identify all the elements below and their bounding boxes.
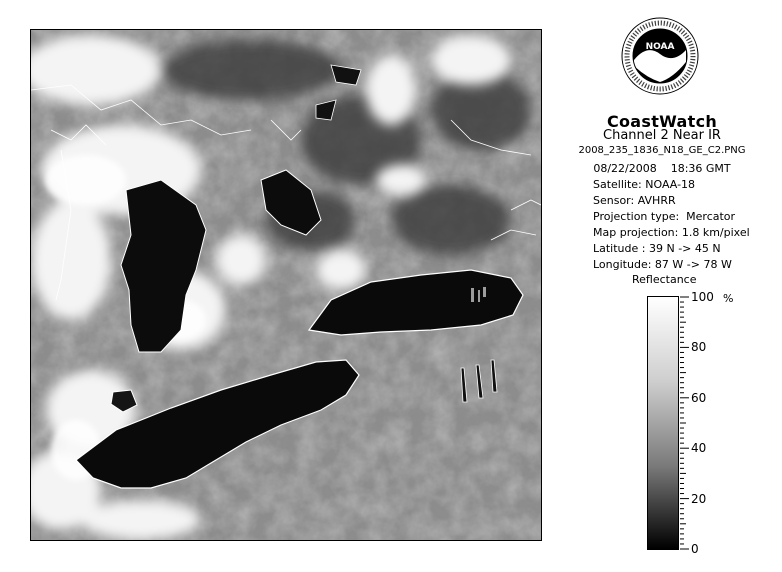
longitude-info: Longitude: 87 W -> 78 W <box>593 258 732 271</box>
map-projection-info: Map projection: 1.8 km/pixel <box>593 226 750 239</box>
latitude-info: Latitude : 39 N -> 45 N <box>593 242 721 255</box>
satellite-info: Satellite: NOAA-18 <box>593 178 696 191</box>
logo-text: NOAA <box>645 42 675 52</box>
date-time-label: 08/22/2008 18:36 GMT <box>593 162 731 175</box>
sensor-info: Sensor: AVHRR <box>593 194 676 207</box>
filename-label: 2008_235_1836_N18_GE_C2.PNG <box>578 145 746 156</box>
colorbar-label: 60 <box>691 390 707 405</box>
colorbar-gradient <box>647 296 679 550</box>
colorbar-label: 100 <box>691 290 714 304</box>
noaa-logo <box>620 16 700 110</box>
colorbar-label: 40 <box>691 441 707 456</box>
page-title: CoastWatch <box>606 112 718 131</box>
colorbar-label: 0 <box>691 542 699 556</box>
projection-type-info: Projection type: Mercator <box>593 210 736 223</box>
colorbar-label: 80 <box>691 340 707 355</box>
colorbar-unit: % <box>723 292 734 305</box>
colorbar-ticks <box>680 296 692 550</box>
page-subtitle: Channel 2 Near IR <box>603 128 721 143</box>
satellite-image <box>30 29 542 541</box>
colorbar-title: Reflectance <box>632 273 697 286</box>
colorbar-label: 20 <box>691 491 707 506</box>
satellite-map <box>31 30 541 540</box>
